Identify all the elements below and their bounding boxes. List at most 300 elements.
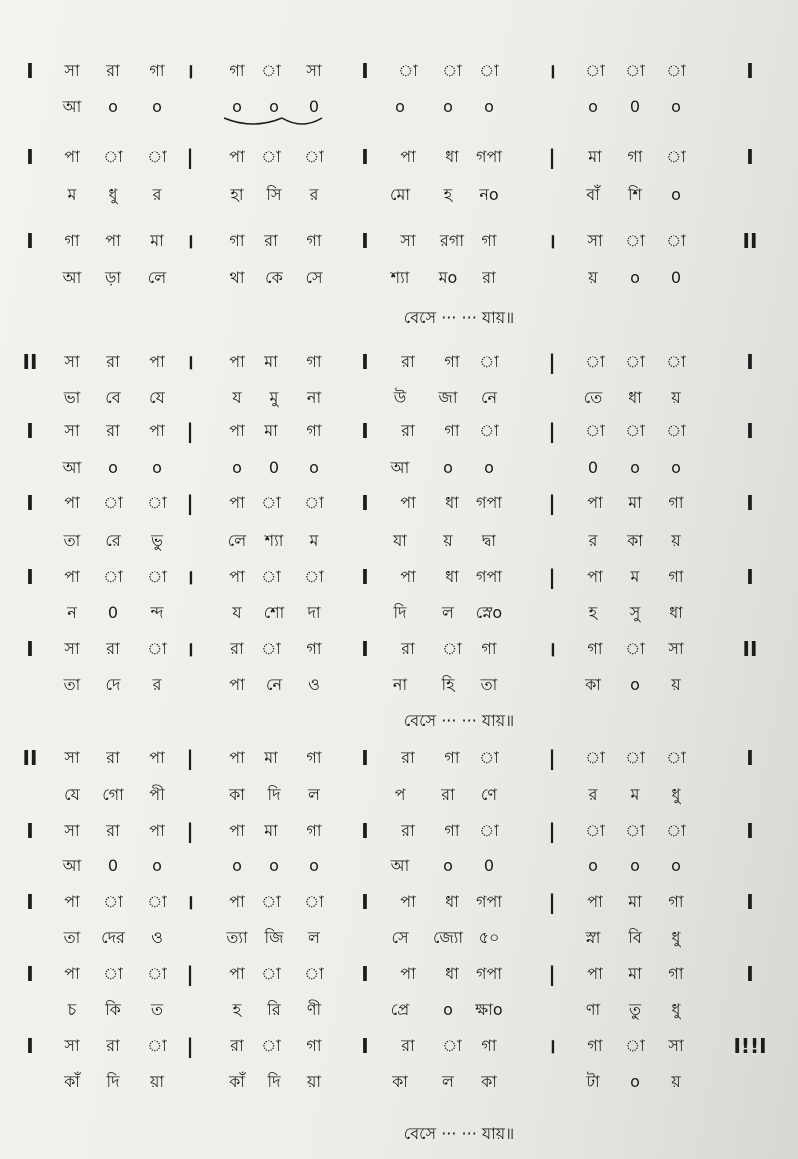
bar-line: । [548, 59, 556, 83]
lyric-syllable: য [232, 388, 242, 407]
swara-note: া [261, 1036, 281, 1055]
swara-note: গা [481, 231, 497, 250]
swara-note: সা [64, 748, 80, 767]
bar-line: | [186, 1034, 194, 1058]
lyric-syllable: o [484, 458, 494, 477]
lyric-syllable: তে [583, 388, 603, 407]
lyric-syllable: o [630, 1072, 640, 1091]
lyric-syllable: তা [63, 928, 81, 947]
lyric-syllable: o [630, 458, 640, 477]
swara-note: া [666, 352, 686, 371]
lyric-syllable: বে [105, 388, 121, 407]
swara-note: মা [264, 421, 278, 440]
bar-line: I [26, 819, 34, 843]
lyric-syllable: কি [105, 1000, 121, 1019]
lyrics-row [0, 528, 798, 554]
swara-note: া [103, 964, 123, 983]
notation-row [0, 490, 798, 516]
swara-note: গা [481, 639, 497, 658]
lyric-syllable: ভু [151, 531, 163, 550]
lyric-syllable: নo [479, 185, 499, 204]
swara-note: গপা [476, 493, 502, 512]
lyric-syllable: o [108, 97, 118, 116]
swara-note: পা [400, 493, 416, 512]
bar-line: । [186, 350, 194, 374]
swara-note: া [261, 493, 281, 512]
lyric-syllable: o [671, 856, 681, 875]
lyric-syllable: 0 [308, 97, 320, 116]
lyric-syllable: o [443, 856, 453, 875]
lyric-syllable: হ [588, 603, 598, 622]
swara-note: গা [668, 892, 684, 911]
lyric-syllable: o [152, 458, 162, 477]
swara-note: ধা [445, 147, 459, 166]
swara-note: ধা [445, 567, 459, 586]
lyric-syllable: তা [63, 675, 81, 694]
swara-note: মা [264, 352, 278, 371]
lyric-syllable: o [630, 675, 640, 694]
lyric-syllable: 0 [107, 856, 119, 875]
bar-line: I [746, 962, 754, 986]
lyric-syllable: o [443, 1000, 453, 1019]
bar-line: I [361, 1034, 369, 1058]
bar-line: I [26, 565, 34, 589]
swara-note: গা [444, 352, 460, 371]
swara-note: গা [306, 748, 322, 767]
swara-note: া [585, 352, 605, 371]
swara-note: পা [64, 567, 80, 586]
swara-note: পা [149, 352, 165, 371]
swara-note: া [261, 639, 281, 658]
bar-line: I [746, 145, 754, 169]
swara-note: মা [628, 892, 642, 911]
lyrics-row [0, 182, 798, 208]
swara-note: া [398, 61, 418, 80]
swara-note: গা [587, 1036, 603, 1055]
swara-note: া [304, 892, 324, 911]
lyric-syllable: o [395, 97, 405, 116]
swara-note: সা [64, 421, 80, 440]
lyric-syllable: স্না [585, 928, 601, 947]
swara-note: সা [668, 1036, 684, 1055]
lyric-syllable: o [630, 268, 640, 287]
lyric-syllable: o [232, 856, 242, 875]
swara-note: া [304, 147, 324, 166]
swara-note: রা [401, 421, 415, 440]
lyric-syllable: য় [443, 531, 453, 550]
lyric-syllable: শো [263, 603, 285, 622]
notation-row [0, 818, 798, 844]
lyric-syllable: আ [390, 856, 410, 875]
swara-note: া [261, 147, 281, 166]
lyric-syllable: র [588, 531, 598, 550]
lyrics-row [0, 265, 798, 291]
bar-line: I [746, 419, 754, 443]
lyric-syllable: ধু [108, 185, 118, 204]
lyric-syllable: শ্যা [390, 268, 410, 287]
swara-note: রা [230, 639, 244, 658]
lyric-syllable: কাঁ [64, 1072, 80, 1091]
swara-note: সা [400, 231, 416, 250]
bar-line: | [548, 350, 556, 374]
swara-note: সা [64, 821, 80, 840]
swara-note: া [261, 964, 281, 983]
lyric-syllable: হ [232, 1000, 242, 1019]
swara-note: পা [400, 567, 416, 586]
swara-note: া [585, 421, 605, 440]
swara-note: গা [149, 61, 165, 80]
bar-line: I [361, 350, 369, 374]
lyric-syllable: কা [585, 675, 601, 694]
refrain-caption [0, 708, 798, 734]
lyric-syllable: কা [229, 785, 245, 804]
bar-line: । [548, 1034, 556, 1058]
lyric-syllable: বি [628, 928, 642, 947]
bar-line: I [746, 59, 754, 83]
swara-note: া [479, 61, 499, 80]
bar-line: | [548, 962, 556, 986]
swara-note: া [625, 821, 645, 840]
bar-line: I [26, 1034, 34, 1058]
bar-line: I [26, 59, 34, 83]
lyric-syllable: হি [441, 675, 455, 694]
swara-note: রা [401, 639, 415, 658]
swara-note: গা [229, 231, 245, 250]
lyric-syllable: সে [391, 928, 409, 947]
lyric-syllable: মo [438, 268, 458, 287]
swara-note: রা [401, 1036, 415, 1055]
bar-line: | [548, 491, 556, 515]
bar-line: I [361, 229, 369, 253]
notation-row [0, 889, 798, 915]
lyric-syllable: ৫০ [478, 928, 500, 947]
swara-note: া [666, 231, 686, 250]
lyric-syllable: তু [628, 1000, 642, 1019]
lyric-syllable: 0 [587, 458, 599, 477]
swara-note: পা [587, 493, 603, 512]
lyrics-row [0, 997, 798, 1023]
swara-note: মা [588, 147, 602, 166]
lyric-syllable: লে [227, 531, 247, 550]
lyric-syllable: মো [389, 185, 411, 204]
lyric-syllable: দি [267, 785, 281, 804]
bar-line: I [746, 746, 754, 770]
swara-note: গা [306, 231, 322, 250]
swara-note: া [666, 61, 686, 80]
notation-row [0, 1033, 798, 1059]
lyric-syllable: দ্বা [481, 531, 497, 550]
swara-note: পা [587, 964, 603, 983]
lyric-syllable: ভা [63, 388, 81, 407]
swara-note: া [479, 748, 499, 767]
lyric-syllable: আ [62, 97, 82, 116]
lyrics-row [0, 1069, 798, 1095]
lyric-syllable: তা [480, 675, 498, 694]
bar-line: II [742, 229, 758, 253]
bar-line: I [361, 637, 369, 661]
lyric-syllable: 0 [670, 268, 682, 287]
swara-note: রা [401, 748, 415, 767]
swara-note: পা [64, 493, 80, 512]
swara-note: পা [400, 964, 416, 983]
lyric-syllable: o [671, 185, 681, 204]
bar-line: I [746, 350, 754, 374]
lyric-syllable: পা [229, 675, 245, 694]
lyric-syllable: ম [309, 531, 319, 550]
swara-note: া [147, 147, 167, 166]
lyrics-row [0, 672, 798, 698]
swara-note: া [147, 567, 167, 586]
swara-note: া [304, 567, 324, 586]
lyric-syllable: 0 [629, 97, 641, 116]
lyric-syllable: o [630, 856, 640, 875]
swara-note: পা [229, 964, 245, 983]
swara-note: া [442, 1036, 462, 1055]
lyric-syllable: শি [627, 185, 643, 204]
lyric-syllable: ল [308, 785, 320, 804]
lyric-syllable: কা [481, 1072, 497, 1091]
lyric-syllable: ন [67, 603, 77, 622]
swara-note: া [442, 61, 462, 80]
swara-note: গপা [476, 964, 502, 983]
lyric-syllable: ম [630, 785, 640, 804]
lyric-syllable: ধু [671, 928, 681, 947]
refrain-text: বেসে ··· ··· যায়॥ [403, 711, 515, 730]
bar-line: | [186, 962, 194, 986]
lyric-syllable: o [484, 97, 494, 116]
bar-line: । [186, 565, 194, 589]
bar-line: | [548, 746, 556, 770]
lyric-syllable: দি [106, 1072, 120, 1091]
swara-note: া [666, 748, 686, 767]
swara-note: সা [64, 1036, 80, 1055]
swara-note: গপা [476, 147, 502, 166]
swara-note: রা [401, 352, 415, 371]
swara-note: গা [64, 231, 80, 250]
lyric-syllable: রা [482, 268, 496, 287]
swara-note: পা [229, 567, 245, 586]
lyric-syllable: স্নেo [475, 603, 503, 622]
swara-note: সা [668, 639, 684, 658]
swara-note: সা [64, 639, 80, 658]
swara-note: া [304, 964, 324, 983]
lyric-syllable: o [232, 458, 242, 477]
swara-note: া [261, 567, 281, 586]
bar-line: I [361, 819, 369, 843]
lyric-syllable: প [394, 785, 406, 804]
lyric-syllable: o [443, 97, 453, 116]
swara-note: গা [627, 147, 643, 166]
lyric-syllable: o [269, 97, 279, 116]
bar-line: I [26, 962, 34, 986]
bar-line: | [186, 746, 194, 770]
lyric-syllable: কা [392, 1072, 408, 1091]
lyric-syllable: দা [307, 603, 321, 622]
swara-note: সা [306, 61, 322, 80]
swara-note: া [103, 567, 123, 586]
bar-line: I [361, 419, 369, 443]
bar-line: II [22, 350, 38, 374]
swara-note: গা [306, 1036, 322, 1055]
lyrics-row [0, 853, 798, 879]
swara-note: া [625, 1036, 645, 1055]
lyric-syllable: ন্দ [150, 603, 164, 622]
bar-line: I [361, 890, 369, 914]
swara-note: া [147, 1036, 167, 1055]
swara-note: গা [668, 964, 684, 983]
lyric-syllable: দি [267, 1072, 281, 1091]
bar-line: | [186, 819, 194, 843]
lyric-syllable: বাঁ [586, 185, 600, 204]
lyric-syllable: র [588, 785, 598, 804]
lyric-syllable: 0 [268, 458, 280, 477]
swara-note: া [103, 493, 123, 512]
swara-note: ধা [445, 964, 459, 983]
lyric-syllable: ণী [306, 1000, 322, 1019]
swara-note: পা [229, 147, 245, 166]
swara-note: রা [264, 231, 278, 250]
bar-line: I [26, 890, 34, 914]
swara-note: গা [306, 639, 322, 658]
lyric-syllable: রে [105, 531, 121, 550]
lyric-syllable: ত্যা [226, 928, 248, 947]
swara-note: পা [64, 892, 80, 911]
lyric-syllable: ল [442, 603, 454, 622]
lyric-syllable: ত [150, 1000, 164, 1019]
swara-note: া [304, 493, 324, 512]
lyric-syllable: ও [151, 928, 163, 947]
swara-note: রা [401, 821, 415, 840]
swara-note: া [103, 147, 123, 166]
bar-line: I [26, 229, 34, 253]
swara-note: পা [64, 964, 80, 983]
notation-row [0, 961, 798, 987]
lyrics-row [0, 94, 798, 120]
swara-note: গপা [476, 567, 502, 586]
swara-note: পা [400, 892, 416, 911]
swara-note: া [625, 421, 645, 440]
swara-note: মা [264, 748, 278, 767]
bar-line: | [548, 419, 556, 443]
lyric-syllable: গো [102, 785, 124, 804]
swara-note: গা [444, 421, 460, 440]
swara-note: ম [630, 567, 640, 586]
bar-line: । [548, 637, 556, 661]
lyric-syllable: র [309, 185, 319, 204]
swara-note: পা [149, 421, 165, 440]
bar-line: I [361, 59, 369, 83]
lyric-syllable: o [232, 97, 242, 116]
bar-line: । [548, 229, 556, 253]
lyric-syllable: র [152, 185, 162, 204]
swara-note: রা [106, 748, 120, 767]
notation-row [0, 745, 798, 771]
bar-line: | [548, 819, 556, 843]
lyric-syllable: ক্ষাo [475, 1000, 503, 1019]
swara-note: রা [106, 352, 120, 371]
notation-row [0, 144, 798, 170]
lyric-syllable: য় [671, 1072, 681, 1091]
lyric-syllable: না [306, 388, 322, 407]
bar-line: I [361, 962, 369, 986]
lyric-syllable: ণে [480, 785, 498, 804]
lyric-syllable: জি [264, 928, 284, 947]
notation-row [0, 228, 798, 254]
swara-note: রা [106, 421, 120, 440]
bar-line: I [746, 491, 754, 515]
lyric-syllable: সে [305, 268, 323, 287]
bar-line: I [746, 890, 754, 914]
refrain-text: বেসে ··· ··· যায়॥ [403, 308, 515, 327]
bar-line: II [22, 746, 38, 770]
lyric-syllable: আ [62, 458, 82, 477]
lyric-syllable: ল [308, 928, 320, 947]
lyric-syllable: o [588, 856, 598, 875]
lyric-syllable: উ [393, 388, 407, 407]
swara-note: া [261, 61, 281, 80]
swara-note: গপা [476, 892, 502, 911]
bar-line: | [548, 145, 556, 169]
swara-note: পা [229, 892, 245, 911]
lyric-syllable: কাঁ [229, 1072, 245, 1091]
lyric-syllable: আ [62, 268, 82, 287]
swara-note: পা [400, 147, 416, 166]
lyric-syllable: মু [269, 388, 279, 407]
swara-note: া [479, 821, 499, 840]
swara-note: া [442, 639, 462, 658]
bar-line: I [26, 145, 34, 169]
swara-note: গা [306, 352, 322, 371]
lyric-syllable: লে [147, 268, 167, 287]
lyric-syllable: যা [393, 531, 407, 550]
swara-note: পা [587, 567, 603, 586]
lyric-syllable: ধু [671, 1000, 681, 1019]
notation-row [0, 418, 798, 444]
lyrics-row [0, 385, 798, 411]
swara-note: রা [106, 1036, 120, 1055]
swara-note: া [479, 352, 499, 371]
lyric-syllable: o [443, 458, 453, 477]
lyric-syllable: শ্যা [264, 531, 284, 550]
bar-line: । [186, 59, 194, 83]
bar-line: I [361, 746, 369, 770]
lyric-syllable: প্রে [390, 1000, 410, 1019]
lyric-syllable: দের [101, 928, 125, 947]
lyric-syllable: যে [64, 785, 80, 804]
swara-note: া [585, 748, 605, 767]
bar-line: I [746, 565, 754, 589]
lyrics-row [0, 455, 798, 481]
lyric-syllable: কে [265, 268, 283, 287]
bar-line: | [548, 890, 556, 914]
bar-line: I [26, 491, 34, 515]
swara-note: মা [150, 231, 164, 250]
swara-note: গা [306, 421, 322, 440]
lyric-syllable: আ [62, 856, 82, 875]
swara-note: রা [106, 61, 120, 80]
swara-note: া [625, 748, 645, 767]
swara-note: া [147, 639, 167, 658]
lyric-syllable: o [309, 856, 319, 875]
swara-note: া [585, 821, 605, 840]
bar-line: I [26, 419, 34, 443]
lyric-syllable: না [392, 675, 408, 694]
swara-note: গা [306, 821, 322, 840]
lyric-syllable: o [152, 856, 162, 875]
lyric-syllable: ড়া [104, 268, 122, 287]
lyric-syllable: চ [67, 1000, 77, 1019]
lyrics-row [0, 782, 798, 808]
